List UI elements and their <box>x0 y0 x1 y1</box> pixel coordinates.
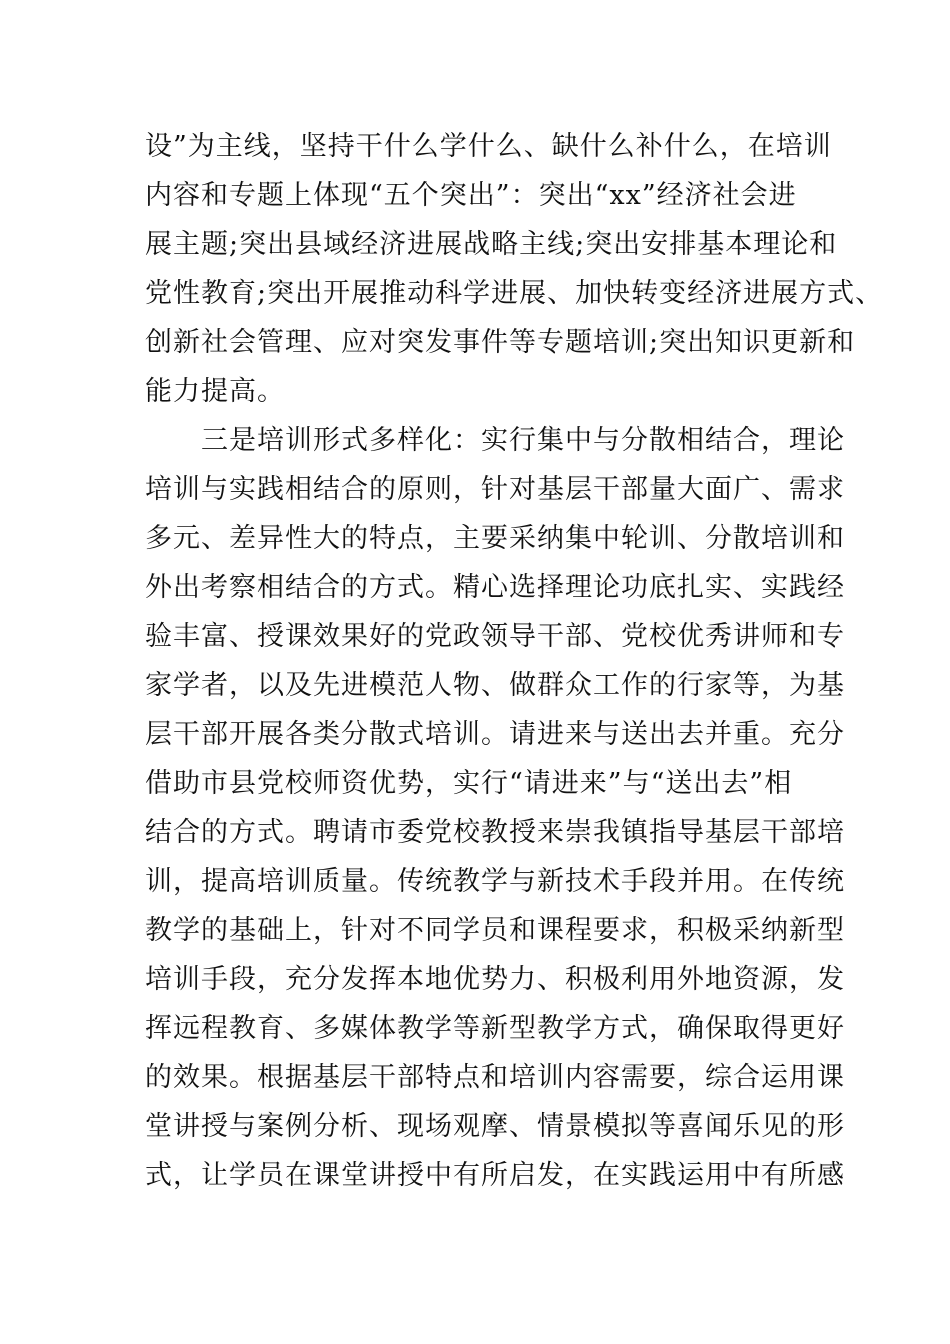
text-line: 训，提高培训质量。传统教学与新技术手段并用。在传统 <box>145 866 845 897</box>
body-text <box>145 122 884 1200</box>
text-line: 式，让学员在课堂讲授中有所启发，在实践运用中有所感 <box>145 1160 845 1191</box>
text-line: 层干部开展各类分散式培训。请进来与送出去并重。充分 <box>145 719 845 750</box>
text-line: 培训手段，充分发挥本地优势力、积极利用外地资源，发 <box>145 964 845 995</box>
text-line: 结合的方式。聘请市委党校教授来崇我镇指导基层干部培 <box>145 817 845 848</box>
text-line: 多元、差异性大的特点，主要采纳集中轮训、分散培训和 <box>145 523 845 554</box>
text-line: 的效果。根据基层干部特点和培训内容需要，综合运用课 <box>145 1062 845 1093</box>
text-line: 内容和专题上体现“五个突出”：突出“xx”经济社会进 <box>145 180 797 211</box>
text-line: 验丰富、授课效果好的党政领导干部、党校优秀讲师和专 <box>145 621 845 652</box>
text-line: 设”为主线，坚持干什么学什么、缺什么补什么，在培训 <box>145 131 832 162</box>
text-line: 堂讲授与案例分析、现场观摩、情景模拟等喜闻乐见的形 <box>145 1111 845 1142</box>
text-line: 展主题;突出县域经济进展战略主线;突出安排基本理论和 <box>145 229 838 260</box>
text-line: 家学者，以及先进模范人物、做群众工作的行家等，为基 <box>145 670 845 701</box>
text-line: 外出考察相结合的方式。精心选择理论功底扎实、实践经 <box>145 572 845 603</box>
text-line: 能力提高。 <box>145 376 285 407</box>
text-line: 培训与实践相结合的原则，针对基层干部量大面广、需求 <box>145 474 845 505</box>
text-line: 教学的基础上，针对不同学员和课程要求，积极采纳新型 <box>145 915 845 946</box>
text-line: 挥远程教育、多媒体教学等新型教学方式，确保取得更好 <box>145 1013 845 1044</box>
text-line: 借助市县党校师资优势，实行“请进来”与“送出去”相 <box>145 768 793 799</box>
text-line: 三是培训形式多样化：实行集中与分散相结合，理论 <box>145 425 845 456</box>
text-line: 创新社会管理、应对突发事件等专题培训;突出知识更新和 <box>145 327 856 358</box>
text-line: 党性教育;突出开展推动科学进展、加快转变经济进展方式、 <box>145 278 884 309</box>
